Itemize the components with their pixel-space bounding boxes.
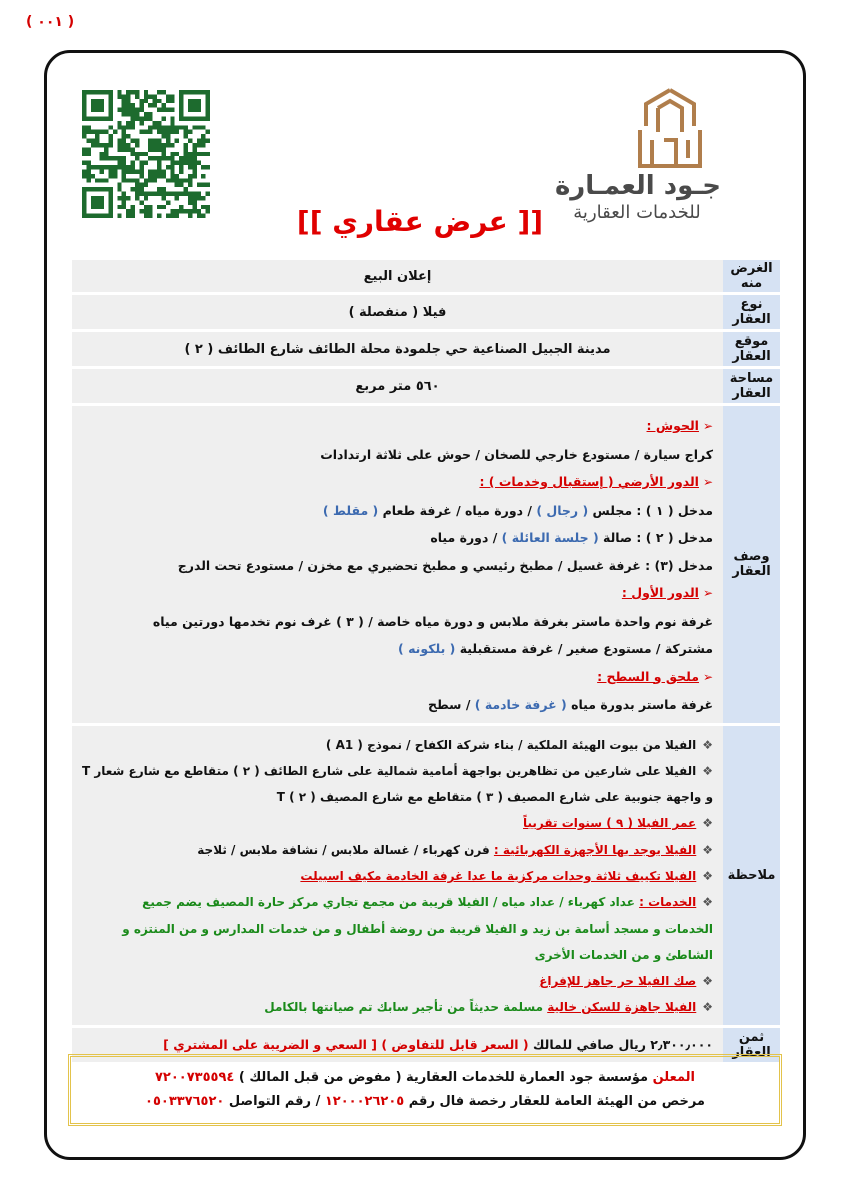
annex-heading: ➢ملحق و السطح : — [597, 668, 714, 684]
area-value: ٥٦٠ متر مربع — [72, 369, 723, 403]
purpose-label: الغرض منه — [723, 260, 780, 292]
license-line: مرخص من الهيئة العامة للعقار رخصة فال رقم ١٢٠٠٠٢٦٢٠٥ / رقم التواصل ٠٥٠٣٣٧٦٥٢٠ — [145, 1094, 705, 1109]
note-item: ❖الخدمات : عداد كهرباء / عداد مياه / الفيلا قريبة من مجمع تجاري مركز حارة المصيف يضم جميع — [142, 895, 714, 910]
row-location — [72, 332, 780, 366]
ground-heading: ➢الدور الأرضي ( إستقبال وخدمات ) : — [479, 474, 714, 489]
diamond-bullet-icon: ❖ — [702, 842, 714, 857]
diamond-bullet-icon: ❖ — [702, 868, 714, 883]
advertiser-footer — [68, 1054, 782, 1126]
note-item-continued: و واجهة جنوبية على شارع المصيف ( ٣ ) متقاطع مع شارع المصيف ( ٢ ) T — [276, 790, 714, 805]
note-item: ❖الفيلا من بيوت الهيئة الملكية / بناء شركة الكفاح / نموذج ( A1 ) — [325, 737, 714, 752]
yard-heading: ➢الحوش : — [646, 418, 714, 433]
price-value: ٢٫٣٠٠٫٠٠٠ ريال صافي للمالك ( السعر قابل للتفاوض ) [ السعي و الضريبة على المشتري ] — [72, 1028, 723, 1062]
description-label: وصف العقار — [723, 406, 780, 723]
arrow-icon: ➢ — [702, 419, 714, 433]
row-description — [72, 406, 780, 723]
notes-label: ملاحظة — [723, 726, 780, 1025]
note-item: ❖الفيلا تكييف ثلاثة وحدات مركزية ما عدا غرفة الخادمة مكيف اسبيلت — [300, 868, 714, 883]
property-table — [72, 257, 780, 1065]
area-label: مساحة العقار — [723, 369, 780, 403]
first-floor-line-1: غرفة نوم واحدة ماستر بغرفة ملابس و دورة مياه خاصة / ( ٣ ) غرف نوم تخدمها دورتين مياه — [152, 613, 714, 629]
row-area — [72, 369, 780, 403]
page-number: ( ٠٠١ ) — [26, 14, 75, 30]
annex-line: غرفة ماستر بدورة مياه ( غرفة خادمة ) / سطح — [427, 697, 714, 712]
arrow-icon: ➢ — [702, 475, 714, 489]
note-item: ❖الفيلا يوجد بها الأجهزة الكهربائية : فرن كهرباء / غسالة ملابس / نشافة ملابس / ثلاجة — [197, 842, 714, 857]
yard-line: كراج سيارة / مستودع خارجي للصخان / حوش على ثلاثة ارتدادات — [320, 446, 714, 462]
diamond-bullet-icon: ❖ — [702, 1000, 714, 1015]
type-label: نوع العقار — [723, 295, 780, 329]
purpose-value: إعلان البيع — [72, 260, 723, 292]
location-label: موقع العقار — [723, 332, 780, 366]
note-item: ❖عمر الفيلا ( ٩ ) سنوات تقريباً — [523, 816, 714, 831]
description-content — [72, 406, 723, 723]
price-label: ثمن العقار — [723, 1028, 780, 1062]
location-value: مدينة الجبيل الصناعية حي جلمودة محلة الطائف شارع الطائف ( ٢ ) — [72, 332, 723, 366]
row-purpose — [72, 260, 780, 292]
entry3-line: مدخل (٣) : غرفة غسيل / مطبخ رئيسي و مطبخ تحضيري مع مخزن / مستودع تحت الدرج — [177, 557, 714, 573]
diamond-bullet-icon: ❖ — [702, 763, 714, 778]
diamond-bullet-icon: ❖ — [702, 974, 714, 989]
diamond-bullet-icon: ❖ — [702, 737, 714, 752]
arrow-icon: ➢ — [702, 586, 714, 600]
entry1-line: مدخل ( ١ ) : مجلس ( رجال ) / دورة مياه / غرفة طعام ( مقلط ) — [322, 502, 714, 518]
entry2-line: مدخل ( ٢ ) : صالة ( جلسة العائلة ) / دورة مياه — [430, 530, 714, 545]
note-item: ❖صك الفيلا حر جاهز للإفراغ — [539, 974, 714, 989]
company-logo-icon — [620, 86, 720, 170]
type-value: فيلا ( منفصلة ) — [72, 295, 723, 329]
diamond-bullet-icon: ❖ — [702, 816, 714, 831]
diamond-bullet-icon: ❖ — [702, 895, 714, 910]
note-item: ❖الفيلا جاهزة للسكن خالية مسلمة حديثاً من تأجير سابك تم صيانتها بالكامل — [264, 1000, 714, 1015]
arrow-icon: ➢ — [702, 669, 714, 684]
note-item: ❖الفيلا على شارعين من تظاهرين بواجهة أمامية شمالية على شارع الطائف ( ٢ ) متقاطع مع شارع شعار T — [82, 763, 714, 778]
qr-code — [82, 90, 210, 218]
row-notes — [72, 726, 780, 1025]
first-floor-line-2: مشتركة / مستودع صغير / غرفة مستقبلية ( بلكونه ) — [398, 641, 714, 656]
note-item-continued: الشاطئ و من الخدمات الأخرى — [534, 947, 714, 962]
company-subtitle: للخدمات العقارية — [573, 202, 701, 223]
row-type — [72, 295, 780, 329]
first-floor-heading: ➢الدور الأول : — [621, 585, 714, 600]
notes-content — [72, 726, 723, 1025]
note-item-continued: الخدمات و مسجد أسامة بن زيد و الفيلا قريبة من روضة أطفال و من خدمات المدارس و من المنتزه و — [122, 921, 714, 936]
document-title: [[ عرض عقاري ]] — [296, 205, 544, 238]
advertiser-line: المعلن مؤسسة جود العمارة للخدمات العقارية ( مفوض من قبل المالك ) ٧٢٠٠٧٣٥٥٩٤ — [154, 1070, 696, 1085]
company-name: جـود العمـارة — [554, 171, 722, 201]
